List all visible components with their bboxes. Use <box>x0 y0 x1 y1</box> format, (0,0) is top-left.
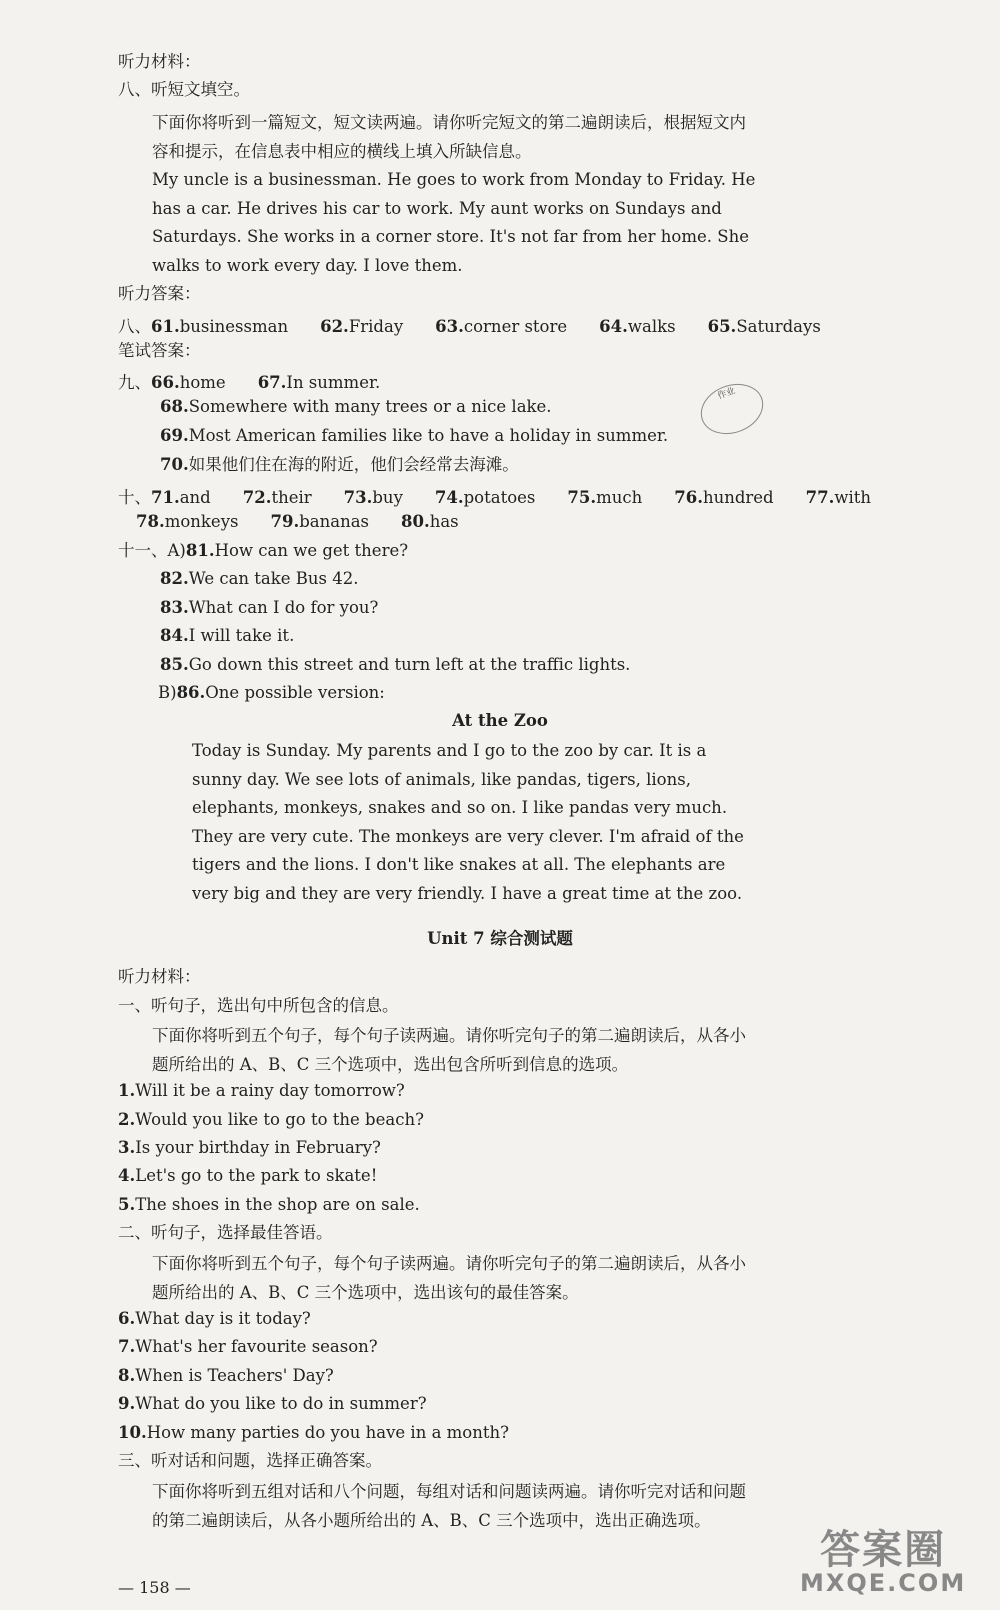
written-answers-heading: 笔试答案： <box>118 341 201 360</box>
answer-item: 63.corner store <box>435 317 568 336</box>
listen-material-heading: 听力材料： <box>118 52 201 71</box>
answer-item: 64.walks <box>599 317 676 336</box>
list-item: 3.Is your birthday in February? <box>118 1138 381 1157</box>
answer-item: 61.businessman <box>151 317 289 336</box>
answer-item: 76.hundred <box>674 488 774 507</box>
unit-7-section-3-instructions: 下面你将听到五组对话和八个问题，每组对话和问题读两遍。请你听完对话和问题的第二遍朗读后，从各小题所给出的 A、B、C 三个选项中，选出正确选项。 <box>152 1482 746 1530</box>
unit-7-section-2-title: 二、听句子，选择最佳答语。 <box>118 1223 333 1242</box>
list-item: 10.How many parties do you have in a month? <box>118 1423 509 1442</box>
section-8-instructions: 下面你将听到一篇短文，短文读两遍。请你听完短文的第二遍朗读后，根据短文内容和提示，在信息表中相应的横线上填入所缺信息。 <box>152 113 746 161</box>
unit-7-section-2-instructions: 下面你将听到五个句子，每个句子读两遍。请你听完句子的第二遍朗读后，从各小题所给出的 A、B、C 三个选项中，选出该句的最佳答案。 <box>152 1254 746 1302</box>
answer-81: 十一、A)81.How can we get there? <box>118 541 409 560</box>
unit-7-section-3-title: 三、听对话和问题，选择正确答案。 <box>118 1451 382 1470</box>
answer-82: 82.We can take Bus 42. <box>160 569 359 588</box>
answer-item: 71.and <box>151 488 211 507</box>
answer-item: 75.much <box>567 488 643 507</box>
answer-prefix: 九、 <box>118 373 151 392</box>
answer-85: 85.Go down this street and turn left at the traffic lights. <box>160 655 631 674</box>
watermark-logo: 答案圈 MXQE.COM <box>800 1527 967 1597</box>
unit-7-title: Unit 7 综合测试题 <box>427 929 573 948</box>
answer-item: 67.In summer. <box>257 373 381 392</box>
answer-84: 84.I will take it. <box>160 626 295 645</box>
list-item: 1.Will it be a rainy day tomorrow? <box>118 1081 405 1100</box>
zoo-essay-title: At the Zoo <box>452 711 548 730</box>
listening-answers-row <box>118 313 853 337</box>
answer-item: 72.their <box>242 488 312 507</box>
page-number: — 158 — <box>118 1578 191 1597</box>
answer-item: 73.buy <box>343 488 403 507</box>
answer-69: 69.Most American families like to have a holiday in summer. <box>160 426 669 445</box>
unit-7-section-1-instructions: 下面你将听到五个句子，每个句子读两遍。请你听完句子的第二遍朗读后，从各小题所给出的 A、B、C 三个选项中，选出包含所听到信息的选项。 <box>152 1026 746 1074</box>
list-item: 2.Would you like to go to the beach? <box>118 1110 424 1129</box>
answer-70: 70.如果他们住在海的附近，他们会经常去海滩。 <box>160 455 519 474</box>
answer-item: 78.monkeys <box>136 512 239 531</box>
answer-83: 83.What can I do for you? <box>160 598 379 617</box>
answer-68: 68.Somewhere with many trees or a nice lake. <box>160 397 552 416</box>
answer-item: 66.home <box>151 373 226 392</box>
answer-item: 77.with <box>805 488 872 507</box>
answer-prefix: 十、 <box>118 488 151 507</box>
answer-item: 80.has <box>401 512 459 531</box>
answer-item: 74.potatoes <box>434 488 536 507</box>
section-10-answers-row-1 <box>118 484 903 508</box>
section-8-title: 八、听短文填空。 <box>118 80 250 99</box>
list-item: 5.The shoes in the shop are on sale. <box>118 1195 420 1214</box>
answer-prefix: 八、 <box>118 317 151 336</box>
listening-answers-heading: 听力答案： <box>118 284 201 303</box>
answer-item: 79.bananas <box>270 512 369 531</box>
unit-7-listen-heading: 听力材料： <box>118 967 201 986</box>
zoo-essay-text: Today is Sunday. My parents and I go to the zoo by car. It is a sunny day. We see lots of animals, like pandas, tigers, lions, elephants, monkeys, snakes and so on. I like pandas very much. They are very cute. The monkeys are very clever. I'm afraid of the tigers and the lions. I don't like snakes at all. The elephants are very big and they are very friendly. I have a great time at the zoo. <box>192 741 744 903</box>
answer-item: 65.Saturdays <box>707 317 821 336</box>
answer-item: 62.Friday <box>320 317 404 336</box>
list-item: 7.What's her favourite season? <box>118 1337 378 1356</box>
section-9-answers-row <box>118 369 412 393</box>
list-item: 4.Let's go to the park to skate! <box>118 1166 378 1185</box>
list-item: 9.What do you like to do in summer? <box>118 1394 427 1413</box>
section-8-passage: My uncle is a businessman. He goes to work from Monday to Friday. He has a car. He drives his car to work. My aunt works on Sundays and Saturdays. She works in a corner store. It's not far from her home. She walks to work every day. I love them. <box>152 170 756 275</box>
list-item: 8.When is Teachers' Day? <box>118 1366 334 1385</box>
unit-7-section-1-title: 一、听句子，选出句中所包含的信息。 <box>118 996 399 1015</box>
section-10-answers-row-2 <box>136 512 491 531</box>
stamp-icon: 作业 <box>694 376 771 443</box>
list-item: 6.What day is it today? <box>118 1309 311 1328</box>
answer-86: B)86.One possible version: <box>158 683 385 702</box>
